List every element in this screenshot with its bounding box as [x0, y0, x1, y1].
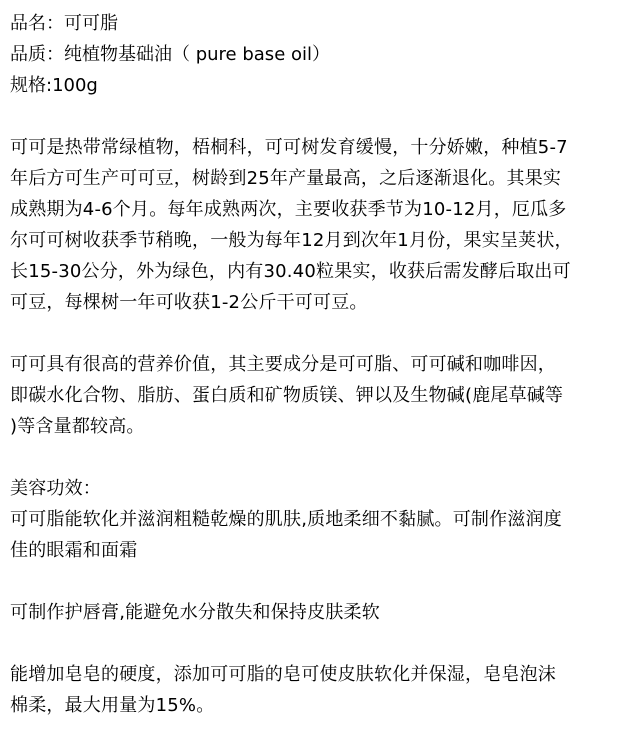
product-info-section: [10, 8, 616, 101]
product-name-line: 品名：可可脂: [10, 13, 118, 34]
lip-balm-paragraph: [10, 597, 616, 628]
beauty-section: [10, 473, 616, 566]
intro-paragraph: [10, 132, 616, 318]
intro-line: 可可是热带常绿植物，梧桐科，可可树发育缓慢，十分娇嫩，种植5-7: [10, 137, 568, 158]
spacer: [10, 628, 616, 659]
intro-line: 成熟期为4-6个月。每年成熟两次，主要收获季节为10-12月，厄瓜多: [10, 199, 567, 220]
beauty-effect-line: 能增加皂皂的硬度，添加可可脂的皂可使皮肤软化并保湿，皂皂泡沫: [10, 664, 556, 685]
product-description-document: [10, 8, 616, 721]
intro-line: 尔可可树收获季节稍晚，一般为每年12月到次年1月份，果实呈荚状，: [10, 230, 573, 251]
nutrition-line: 即碳水化合物、脂肪、蛋白质和矿物质镁、钾以及生物碱(鹿尾草碱等: [10, 385, 564, 406]
spacer: [10, 318, 616, 349]
beauty-effect-line: 佳的眼霜和面霜: [10, 540, 138, 561]
intro-line: 年后方可生产可可豆，树龄到25年产量最高，之后逐渐退化。其果实: [10, 168, 562, 189]
product-quality-line: 品质：纯植物基础油（ pure base oil）: [10, 44, 330, 65]
spacer: [10, 101, 616, 132]
product-spec-line: 规格:100g: [10, 75, 98, 96]
intro-line: 可豆，每棵树一年可收获1-2公斤干可可豆。: [10, 292, 368, 313]
nutrition-paragraph: [10, 349, 616, 442]
beauty-effect-line: 可可脂能软化并滋润粗糙乾燥的肌肤,质地柔细不黏腻。可制作滋润度: [10, 509, 562, 530]
beauty-effect-line: 棉柔，最大用量为15%。: [10, 695, 215, 716]
soap-paragraph: [10, 659, 616, 721]
nutrition-line: 可可具有很高的营养价值，其主要成分是可可脂、可可碱和咖啡因，: [10, 354, 556, 375]
beauty-effect-line: 可制作护唇膏,能避免水分散失和保持皮肤柔软: [10, 602, 380, 623]
nutrition-line: )等含量都较高。: [10, 416, 145, 437]
spacer: [10, 442, 616, 473]
spacer: [10, 566, 616, 597]
beauty-heading: 美容功效：: [10, 478, 101, 499]
intro-line: 长15-30公分，外为绿色，内有30.40粒果实，收获后需发酵后取出可: [10, 261, 571, 282]
